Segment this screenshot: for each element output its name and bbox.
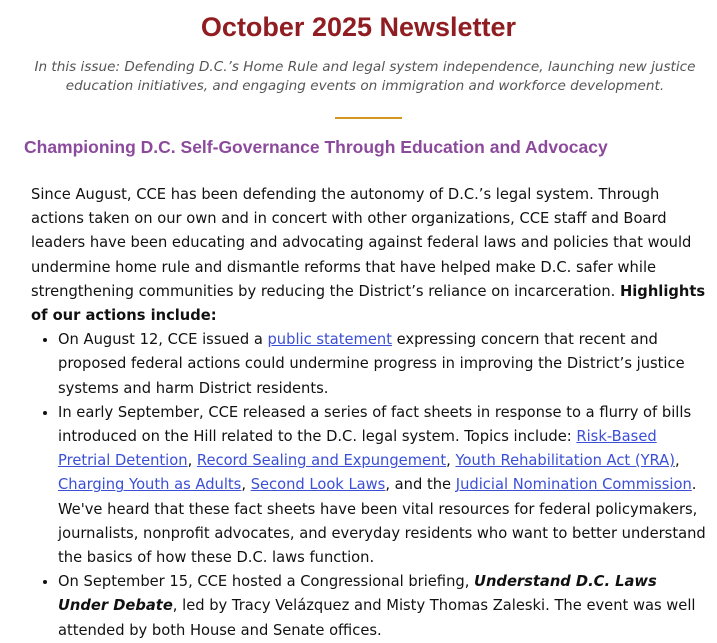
newsletter-title: October 2025 Newsletter bbox=[200, 12, 517, 42]
list-item bbox=[58, 328, 707, 401]
charging-youth-link[interactable]: Charging Youth as Adults bbox=[58, 476, 242, 494]
separator: , bbox=[674, 452, 680, 470]
highlights-list bbox=[31, 328, 707, 643]
section-content bbox=[31, 183, 707, 643]
separator: , and the bbox=[385, 476, 456, 494]
separator: , bbox=[241, 476, 251, 494]
paragraph-text: Since August, CCE has been defending the autonomy of D.C.’s legal system. Through actions taken on our own and in concert with other organizations, CCE staff and Board leaders have been educating and advocating against federal laws and policies that would undermine home rule and dismantle reforms that have helped make D.C. safer while strengthening communities by reducing the District’s reliance on incarceration. bbox=[31, 186, 692, 300]
bullet-text: In early September, CCE released a series of fact sheets in response to a flurry of bills introduced on the Hill related to the D.C. legal system. Topics include: bbox=[58, 403, 692, 446]
bullet-text: expressing concern that recent and proposed federal actions could undermine progress in improving the District’s justice systems and harm District residents. bbox=[58, 331, 685, 397]
bullet-text: On September 15, CCE hosted a Congressional briefing, bbox=[58, 573, 475, 591]
separator: , bbox=[446, 452, 456, 470]
pretrial-detention-link[interactable]: Risk-Based Pretrial Detention bbox=[58, 428, 657, 470]
list-item bbox=[58, 570, 707, 643]
issue-intro: In this issue: Defending D.C.’s Home Rule and legal system independence, launching new justice education initiatives, and engaging events on immigration and workforce development. bbox=[34, 59, 696, 94]
bullet-text: On August 12, CCE issued a bbox=[58, 331, 268, 349]
second-look-link[interactable]: Second Look Laws bbox=[250, 476, 386, 494]
highlights-label: Highlights of our actions include: bbox=[31, 282, 706, 325]
yra-link[interactable]: Youth Rehabilitation Act (YRA) bbox=[455, 452, 675, 470]
briefing-title: Understand D.C. Laws Under Debate bbox=[58, 573, 657, 615]
intro-paragraph bbox=[31, 183, 707, 328]
public-statement-link[interactable]: public statement bbox=[267, 331, 392, 349]
record-sealing-link[interactable]: Record Sealing and Expungement bbox=[196, 452, 447, 470]
list-item bbox=[58, 401, 707, 570]
separator: , bbox=[187, 452, 197, 470]
judicial-nomination-link[interactable]: Judicial Nomination Commission bbox=[455, 476, 692, 494]
section-heading: Championing D.C. Self-Governance Through Education and Advocacy bbox=[24, 137, 608, 157]
bullet-text: . We've heard that these fact sheets have been vital resources for federal policymakers, journalists, nonprofit advocates, and everyday residents who want to better understand the basics of how these D.C. laws function. bbox=[58, 476, 706, 567]
gold-divider bbox=[335, 117, 402, 119]
bullet-text: , led by Tracy Velázquez and Misty Thomas Zaleski. The event was well attended by both House and Senate offices. bbox=[58, 597, 696, 639]
